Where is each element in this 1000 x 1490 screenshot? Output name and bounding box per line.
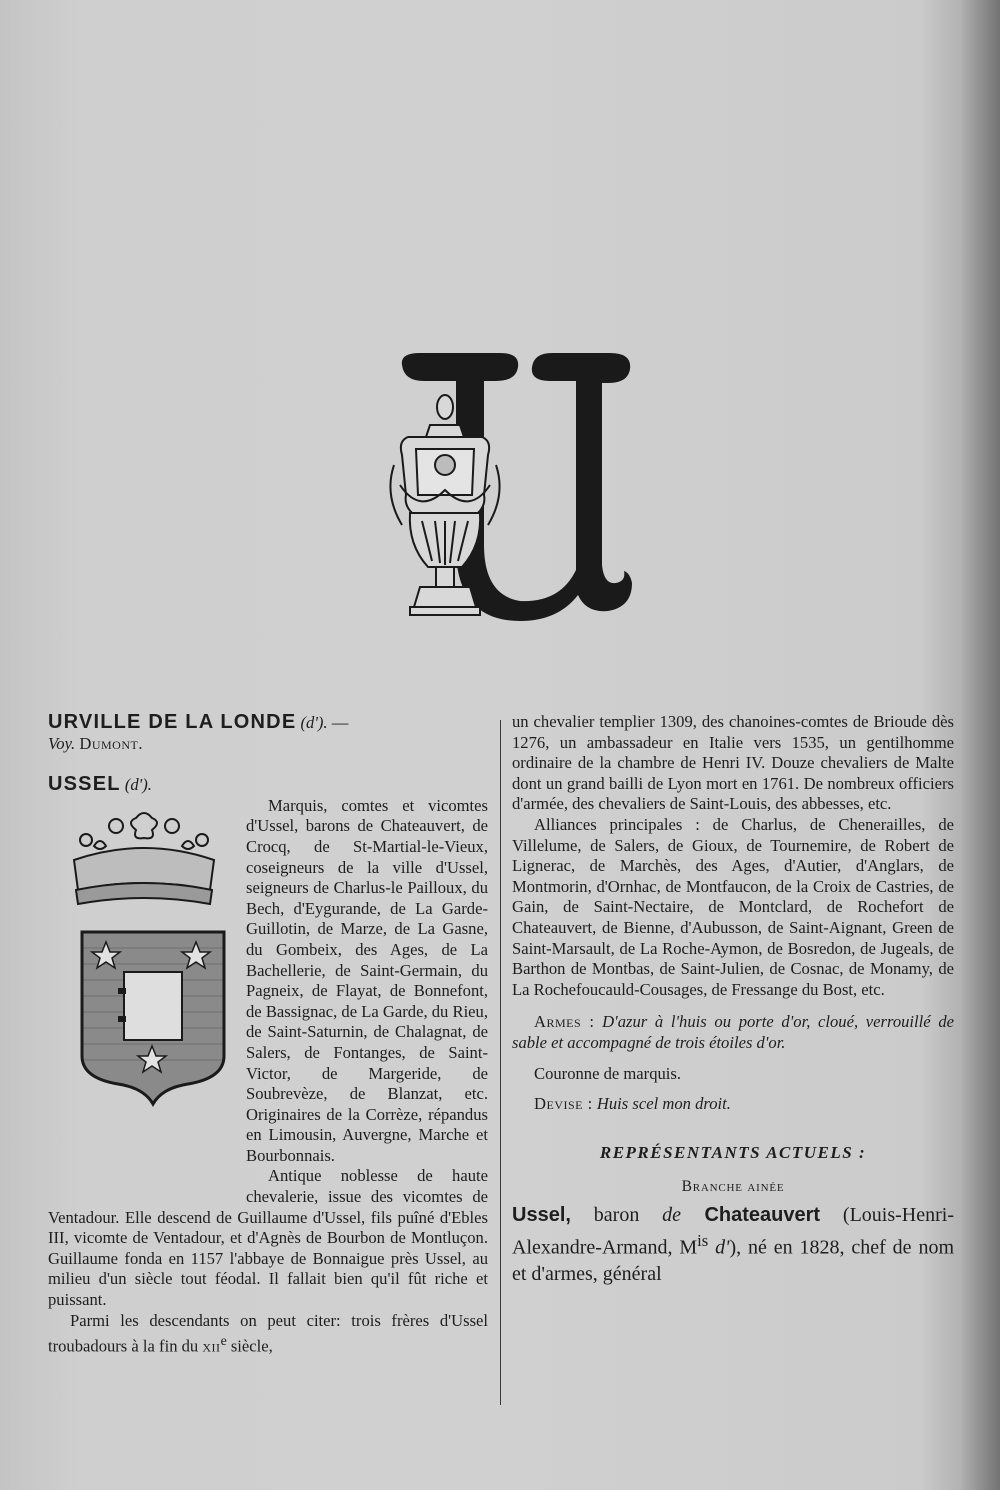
rep-de: de xyxy=(662,1203,682,1226)
devise-line xyxy=(512,1094,954,1115)
entry-urville-name: URVILLE DE LA LONDE xyxy=(48,711,297,733)
entry-ussel-head xyxy=(48,774,488,796)
ussel-paragraph-3-end: siècle, xyxy=(226,1336,273,1356)
rep-particle: d' xyxy=(708,1236,730,1259)
right-column xyxy=(512,712,954,1287)
rep-marquis-sup: is xyxy=(697,1230,709,1250)
rep-detail-1: (Louis-Henri-Alexandre-Armand, M xyxy=(512,1203,954,1259)
ussel-paragraph-1: Marquis, comtes et vicomtes d'Ussel, barons de Chateauvert, de Crocq, de St-Martial-le-Vieux, coseigneurs de la ville d'Ussel, seigneurs de Charlus-le Pailloux, du Bech, d'Eygurande, de La Garde-Guillotin, de Marze, de La Gasne, du Gombeix, des Ages, de La Bachellerie, de Saint-Germain, du Pagneix, de Flayat, de Bonnefont, de Bassignac, de La Garde, du Rieu, de Saint-Saturnin, de Chalagnat, de Salers, de Fontanges, de Saint-Victor, de Margeride, de Soubrevèze, de Blanzat, etc. Originaires de la Corrèze, répandus en Limousin, Auvergne, Marche et Bourbonnais. xyxy=(246,795,488,1165)
ussel-paragraph-3 xyxy=(48,1311,488,1358)
armes-text: D'azur à l'huis ou porte d'or, cloué, verrouillé de sable et accompagné de trois étoiles d'or. xyxy=(512,1012,954,1052)
devise-text: Huis scel mon droit. xyxy=(596,1094,731,1114)
rep-title-place: Chateauvert xyxy=(681,1203,821,1226)
column-divider xyxy=(500,720,501,1405)
rep-surname: Ussel, xyxy=(512,1203,571,1226)
urn-ornament-icon xyxy=(380,345,650,630)
rep-baron: baron xyxy=(570,1203,663,1226)
entry-ussel-particle: (d'). xyxy=(124,775,152,795)
representant-entry xyxy=(512,1202,954,1287)
rep-detail-2: ), né en 1828, chef de nom et d'armes, général xyxy=(512,1236,954,1285)
entry-urville-dash: — xyxy=(327,713,349,732)
ussel-paragraph-3-start: Parmi les descendants on peut citer: trois frères d'Ussel troubadours à la fin du xyxy=(48,1310,488,1356)
entry-urville-ref: Dumont. xyxy=(79,733,143,753)
left-column xyxy=(48,712,488,1357)
armes-line xyxy=(512,1012,954,1053)
alliances-paragraph: Alliances principales : de Charlus, de Chenerailles, de Villelume, de Salers, de Gioux, de Tournemire, de Robert de Lignerac, de Marchès, des Ages, d'Autier, d'Anglars, de Montmorin, d'Ornhac, de Montfaucon, de la Croix de Castries, de Gain, de Saint-Nectaire, de Montclard, de Rochefort de Chateauvert, de Bienne, d'Aubusson, de Saint-Aignant, Green de Saint-Marsault, de La Roche-Aymon, de Bosredon, de Jugeals, de Barthon de Montbas, de Saint-Julien, de Cosnac, de Monamy, de La Rochefoucauld-Cousages, de Fressange du Bost, etc. xyxy=(512,814,954,999)
representants-heading: REPRÉSENTANTS ACTUELS : xyxy=(599,1142,867,1162)
ussel-paragraph-4: un chevalier templier 1309, des chanoines-comtes de Brioude dès 1276, un ambassadeur en Italie vers 1535, un gentilhomme ordinaire de la chambre de Henri IV. Douze chevaliers de Malte dont un grand bailli de Lyon mort en 1761. De nombreux officiers d'armée, des chevaliers de Saint-Louis, des abbesses, etc. xyxy=(512,712,954,814)
marquis-crown-icon xyxy=(64,810,224,914)
couronne-line: Couronne de marquis. xyxy=(534,1063,682,1083)
page-edge-shadow xyxy=(960,0,1000,1490)
century-numeral: xii xyxy=(202,1336,221,1356)
ussel-paragraph-2: Antique noblesse de haute chevalerie, issue des vicomtes de Ventadour. Elle descend de Guillaume d'Ussel, fils puîné d'Ebles III, vicomte de Ventadour, et d'Agnès de Bourbon de Montluçon. Guillaume fonda en 1157 l'abbaye de Bonnaigue près Ussel, au milieu d'un siècle tout féodal. Il fallait bien qu'il fût riche et puissant. xyxy=(48,1166,488,1310)
entry-ussel-name: USSEL xyxy=(48,773,121,796)
devise-label: Devise : xyxy=(534,1094,593,1114)
coat-of-arms-shield-icon xyxy=(78,928,228,1108)
entry-urville-particle: (d'). xyxy=(300,713,328,732)
branche-heading: Branche ainée xyxy=(681,1178,785,1196)
entry-urville xyxy=(48,712,488,754)
entry-urville-voy: Voy. xyxy=(48,733,76,753)
armes-label: Armes : xyxy=(534,1012,595,1032)
heraldry-block xyxy=(48,800,238,1192)
ornamental-initial xyxy=(380,345,650,630)
century-suffix: e xyxy=(220,1333,227,1349)
